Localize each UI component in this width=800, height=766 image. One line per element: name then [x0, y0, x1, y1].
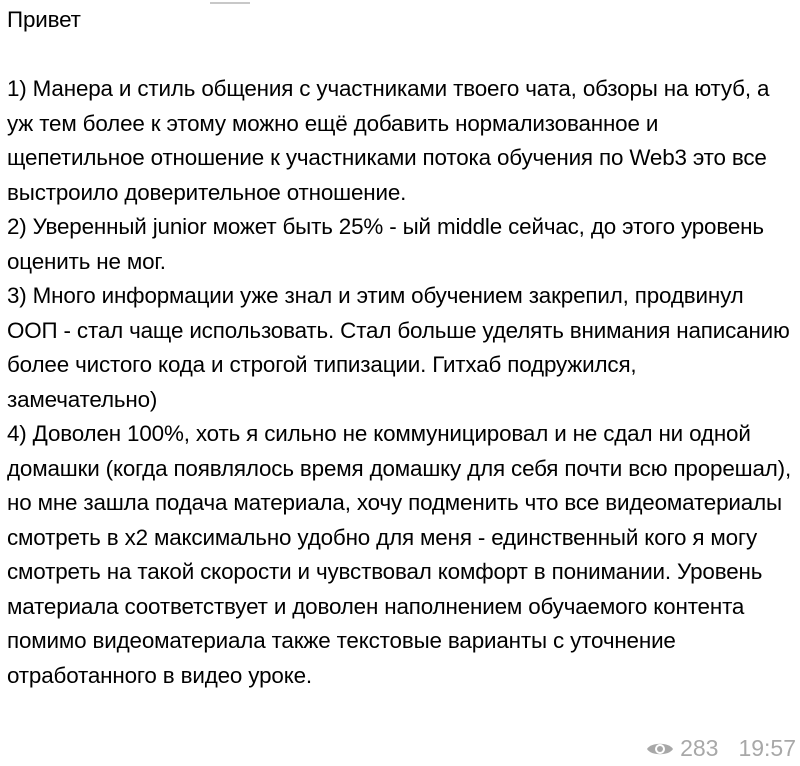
message-text: Привет 1) Манера и стиль общения с участниками твоего чата, обзоры на ютуб, а уж тем более к этому можно ещё добавить нормализованное и щепетильное отношение к участниками потока обучения по Web3 это все выстроило доверительное отношение. 2) Уверенный junior может быть 25% - ый middle сейчас, до этого уровень оценить не мог. 3) Много информации уже знал и этим обучением закрепил, продвинул ООП - стал чаще использовать. Стал больше уделять внимания написанию более чистого кода и строгой типизации. Гитхаб подружился, замечательно) 4) Доволен 100%, хоть я сильно не коммуницировал и не сдал ни одной домашки (когда появлялось время домашку для себя почти всю прорешал), но мне зашла подача материала, хочу подменить что все видеоматериалы смотреть в x2 максимально удобно для меня - единственный кого я могу смотреть на такой скорости и чувствовал комфорт в понимании. Уровень материала соответствует и доволен наполнением обучаемого контента помимо видеоматериала также текстовые варианты с уточнение отработанного в видео уроке. [7, 7, 792, 688]
message-meta [646, 735, 796, 762]
views-count: 283 [680, 735, 719, 761]
eye-icon [646, 740, 674, 758]
message-time: 19:57 [738, 735, 796, 761]
clipped-text-fragment [210, 0, 250, 4]
views-counter [646, 735, 718, 762]
